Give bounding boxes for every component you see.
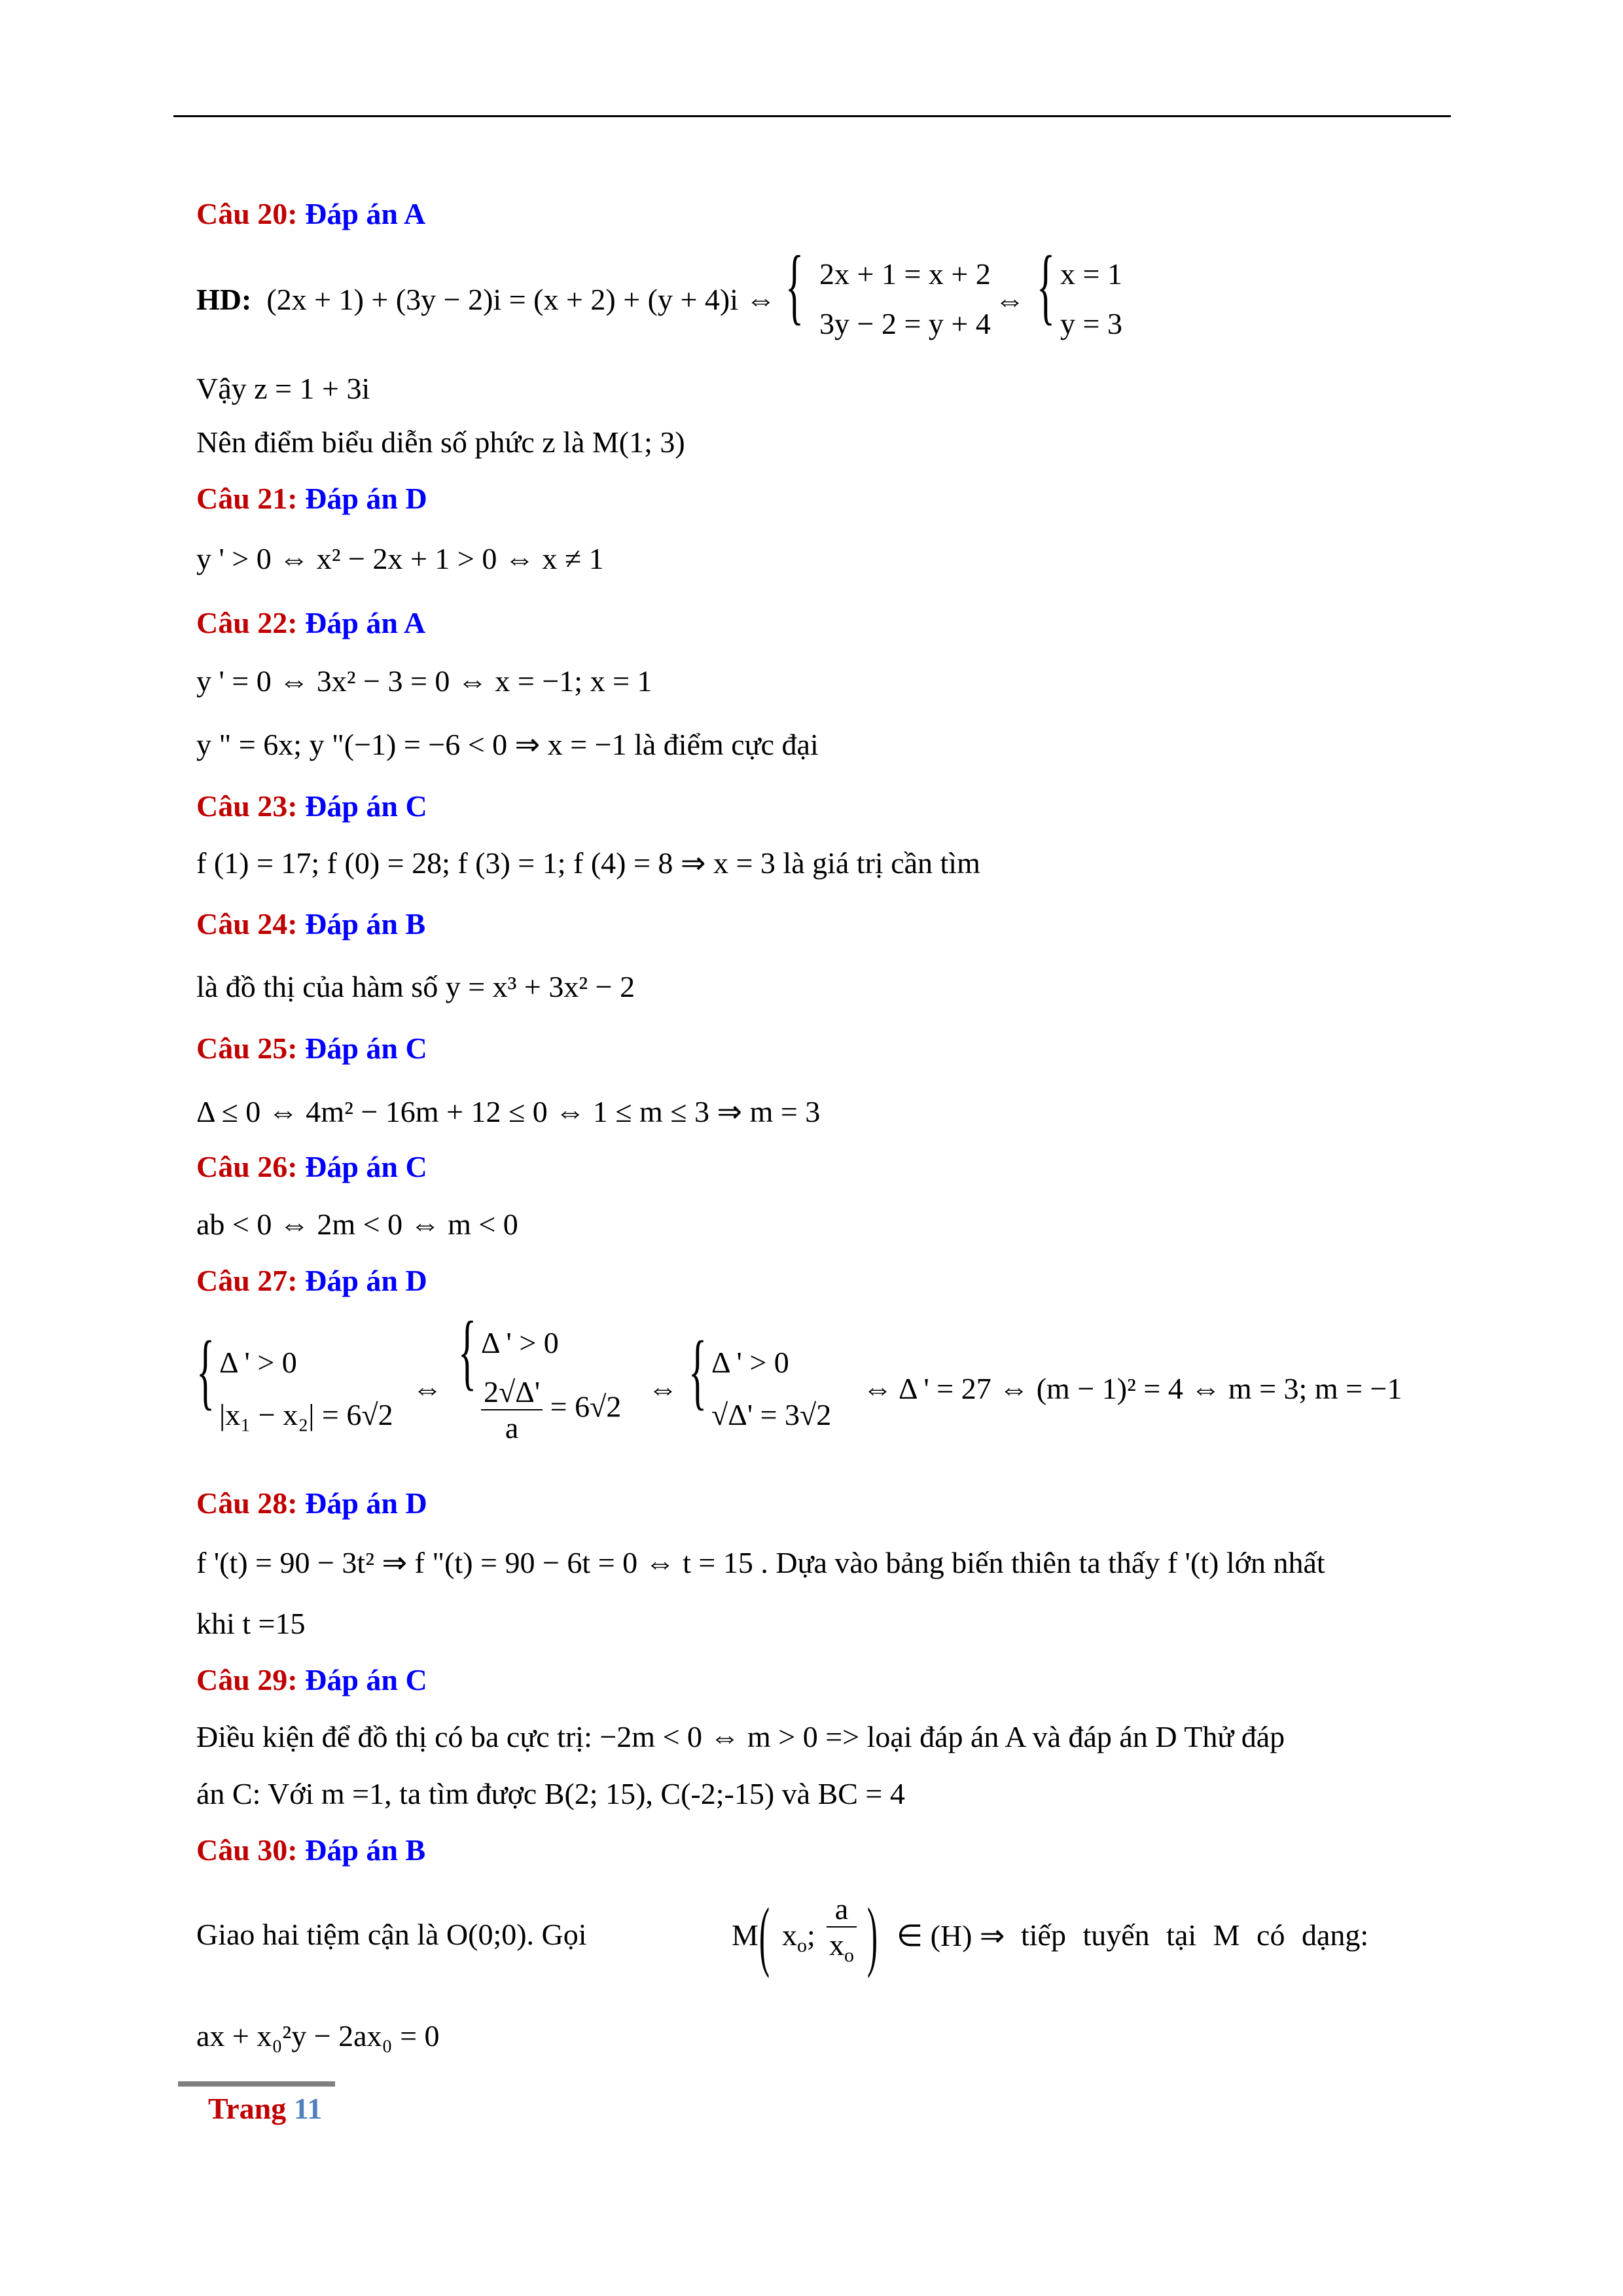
q30-line1-start: Giao hai tiệm cận là O(0;0). Gọi (196, 1918, 587, 1951)
coord-x: x (782, 1918, 797, 1952)
brace-icon: { (196, 1324, 215, 1418)
brace-icon: { (1037, 239, 1056, 333)
q28-line1: f '(t) = 90 − 3t² ⇒ f "(t) = 90 − 6t = 0 ⇔ t = 15 . Dựa vào bảng biến thiên ta thấy f '(t) lớn nhất (196, 1546, 1325, 1579)
question-25-heading (196, 1031, 427, 1066)
left-paren-icon: ( (759, 1892, 770, 1979)
q23-line1: f (1) = 17; f (0) = 28; f (3) = 1; f (4) = 8 ⇒ x = 3 là giá trị cần tìm (196, 846, 980, 880)
q24-line1: là đồ thị của hàm số y = x³ + 3x² − 2 (196, 970, 635, 1003)
q30-fraction (827, 1892, 857, 1966)
question-24-heading (196, 906, 425, 941)
question-22-heading (196, 605, 425, 640)
q29-line2: án C: Với m =1, ta tìm được B(2; 15), C(-2;-15) và BC = 4 (196, 1777, 905, 1810)
equivalence-symbol: ⇔ (995, 283, 1025, 317)
question-23-heading (196, 789, 427, 823)
footer-label: Trang (208, 2092, 287, 2125)
fraction (827, 1892, 857, 1966)
footer-rule (178, 2081, 335, 2087)
question-number: Câu 27: (196, 1264, 298, 1297)
denominator-sub: o (844, 1945, 854, 1966)
q30-membership: ∈ (H) ⇒ (897, 1919, 1005, 1952)
q30-line1-end: tiếp tuyến tại M có dạng: (1021, 1918, 1369, 1952)
page-footer (208, 2091, 322, 2126)
denominator-x: x (829, 1928, 844, 1962)
equivalence-symbol: ⇔ (648, 1372, 678, 1405)
q20-line2: Nên điểm biểu diễn số phức z là M(1; 3) (196, 425, 685, 459)
answer-label: Đáp án C (305, 1663, 427, 1696)
q27-conclusion: ⇔ Δ ' = 27 ⇔ (m − 1)² = 4 ⇔ m = 3; m = −1 (863, 1372, 1402, 1405)
q25-line1: Δ ≤ 0 ⇔ 4m² − 16m + 12 ≤ 0 ⇔ 1 ≤ m ≤ 3 ⇒ m = 3 (196, 1095, 821, 1128)
q21-line1: y ' > 0 ⇔ x² − 2x + 1 > 0 ⇔ x ≠ 1 (196, 542, 604, 575)
question-number: Câu 29: (196, 1663, 298, 1696)
answer-label: Đáp án D (305, 1486, 427, 1520)
q27-system1-row1: Δ ' > 0 (219, 1346, 297, 1379)
brace-icon: { (458, 1304, 477, 1399)
q30-line2: ax + x₀²y − 2ax₀ = 0 (196, 2019, 440, 2053)
answer-label: Đáp án B (305, 907, 426, 941)
header-rule (173, 115, 1451, 117)
question-26-heading (196, 1149, 427, 1184)
question-29-heading (196, 1662, 427, 1697)
question-number: Câu 23: (196, 789, 298, 823)
denominator (827, 1928, 857, 1966)
answer-label: Đáp án B (305, 1833, 426, 1867)
q29-line1: Điều kiện để đồ thị có ba cực trị: −2m < 0 ⇔ m > 0 => loại đáp án A và đáp án D Thử đáp (196, 1720, 1285, 1753)
q30-coord: $x_o$; (782, 1918, 815, 1956)
coord-sub: o (797, 1935, 807, 1956)
q30-point-m: M (732, 1918, 758, 1952)
hd-label: HD: (196, 283, 252, 316)
q20-system2-row2: y = 3 (1060, 307, 1122, 340)
q28-line2: khi t =15 (196, 1607, 306, 1640)
question-27-heading (196, 1263, 427, 1298)
q22-line1: y ' = 0 ⇔ 3x² − 3 = 0 ⇔ x = −1; x = 1 (196, 664, 652, 698)
rhs: = 6√2 (550, 1390, 622, 1424)
fraction (481, 1374, 543, 1445)
question-number: Câu 28: (196, 1486, 298, 1520)
q20-hd-line (196, 283, 776, 317)
question-number: Câu 30: (196, 1833, 298, 1867)
question-number: Câu 24: (196, 907, 298, 941)
q27-system2-row2 (481, 1374, 621, 1445)
answer-label: Đáp án C (305, 1150, 427, 1183)
brace-icon: { (688, 1324, 707, 1418)
q27-system2-row1: Δ ' > 0 (481, 1326, 559, 1359)
q27-system3-row2: √Δ' = 3√2 (711, 1398, 832, 1431)
q20-equation: (2x + 1) + (3y − 2)i = (x + 2) + (y + 4)i ⇔ (266, 283, 776, 316)
equivalence-symbol: ⇔ (412, 1372, 442, 1405)
denominator: a (505, 1411, 519, 1444)
q20-system1-row2: 3y − 2 = y + 4 (819, 307, 991, 340)
answer-label: Đáp án D (305, 1264, 427, 1297)
numerator: 2√Δ' (481, 1374, 543, 1410)
question-number: Câu 22: (196, 606, 298, 639)
right-paren-icon: ) (867, 1892, 878, 1979)
q22-line2: y " = 6x; y "(−1) = −6 < 0 ⇒ x = −1 là điểm cực đại (196, 728, 819, 761)
answer-label: Đáp án A (305, 197, 426, 230)
answer-label: Đáp án C (305, 1031, 427, 1065)
question-number: Câu 21: (196, 482, 298, 515)
question-21-heading (196, 481, 427, 516)
q26-line1: ab < 0 ⇔ 2m < 0 ⇔ m < 0 (196, 1208, 518, 1241)
numerator: a (827, 1892, 857, 1928)
answer-label: Đáp án C (305, 789, 427, 823)
brace-icon: { (785, 239, 804, 333)
question-number: Câu 25: (196, 1031, 298, 1065)
question-30-heading (196, 1833, 425, 1867)
q20-system1-row1: 2x + 1 = x + 2 (819, 257, 991, 291)
q20-system2-row1: x = 1 (1060, 257, 1122, 291)
answer-label: Đáp án D (305, 482, 427, 515)
question-number: Câu 20: (196, 197, 298, 230)
answer-label: Đáp án A (305, 606, 426, 639)
page-number: 11 (293, 2092, 323, 2125)
q27-system3-row1: Δ ' > 0 (711, 1346, 789, 1379)
question-number: Câu 26: (196, 1150, 298, 1183)
q20-line1: Vậy z = 1 + 3i (196, 372, 370, 405)
question-20-heading (196, 196, 425, 231)
q27-system1-row2: |x₁ − x₂| = 6√2 (219, 1398, 393, 1431)
question-28-heading (196, 1486, 427, 1520)
